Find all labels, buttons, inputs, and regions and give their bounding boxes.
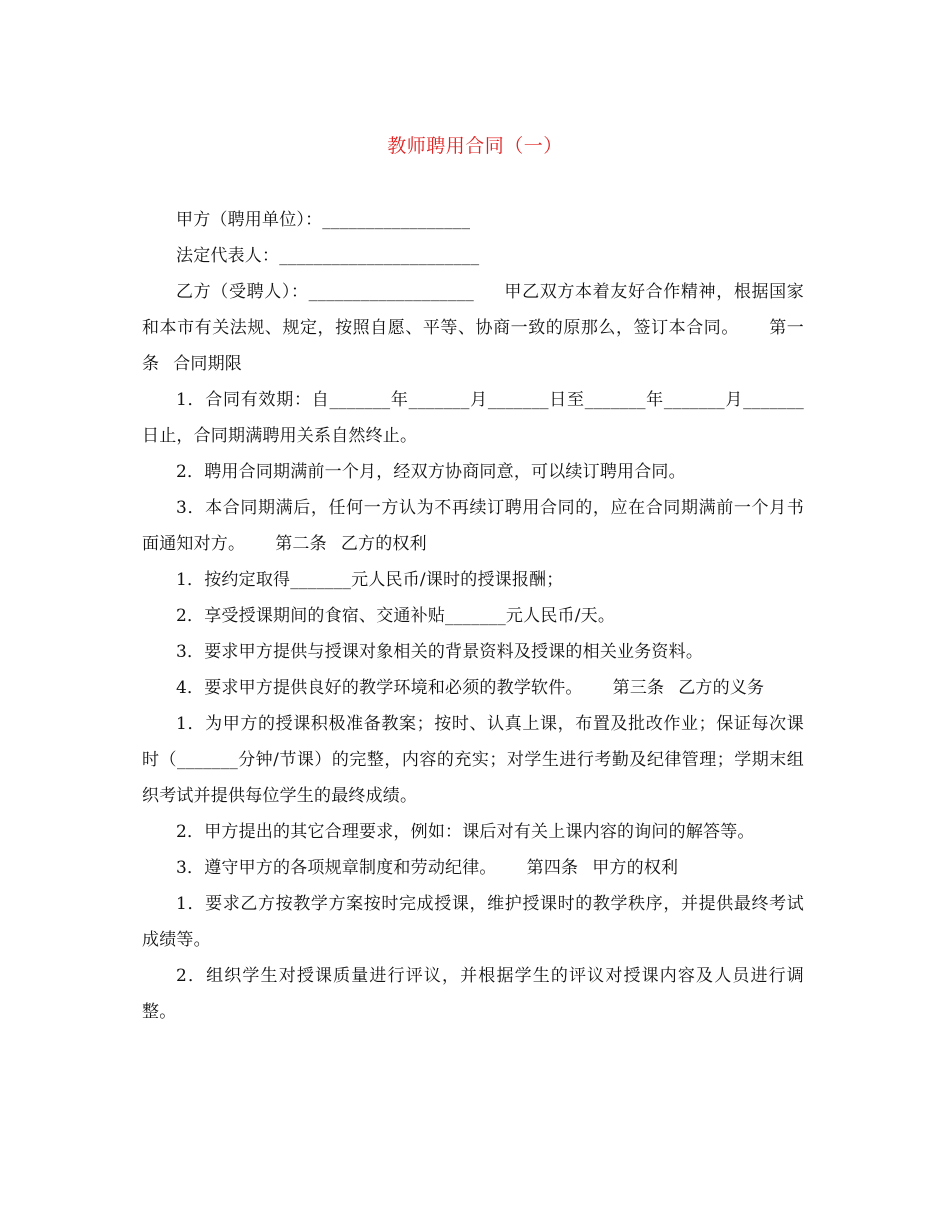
party-a-text: 甲方（聘用单位）：_________________ — [176, 210, 471, 230]
document-title: 教师聘用合同（一） — [387, 135, 563, 157]
contract-body — [142, 202, 804, 1030]
party-a-line — [142, 202, 804, 238]
article1-name: 合同期限 — [173, 354, 243, 374]
a1-item3-text: 3．本合同期满后，任何一方认为不再续订聘用合同的，应在合同期满前一个月书面通知对方。 — [142, 498, 804, 554]
legal-rep-line — [142, 238, 804, 274]
a2-item3: 3．要求甲方提供与授课对象相关的背景资料及授课的相关业务资料。 — [176, 642, 704, 662]
a4-item1: 1．要求乙方按教学方案按时完成授课，维护授课时的教学秩序，并提供最终考试成绩等。 — [142, 894, 804, 950]
a1-item1: 1．合同有效期：自_______年_______月_______日至_______年_______月_______日止，合同期满聘用关系自然终止。 — [142, 390, 804, 446]
a2-item4-paragraph — [142, 670, 804, 706]
a3-item2: 2．甲方提出的其它合理要求，例如：课后对有关上课内容的询问的解答等。 — [176, 822, 755, 842]
a2-item4-text: 4．要求甲方提供良好的教学环境和必须的教学软件。 — [176, 678, 583, 698]
a4-item2: 2．组织学生对授课质量进行评议，并根据学生的评议对授课内容及人员进行调整。 — [142, 966, 804, 1022]
party-b-text: 乙方（受聘人）：___________________ — [176, 282, 474, 302]
preamble-text: 甲乙双方本着友好合作精神，根据国家和本市有关法规、规定，按照自愿、平等、协商一致的原那么，签订本合同。 — [142, 282, 804, 338]
article4-title: 第四条 — [526, 858, 579, 878]
article2-title: 第二条 — [275, 534, 327, 554]
article2-name: 乙方的权利 — [340, 534, 427, 554]
a1-item3-paragraph — [142, 490, 804, 562]
a2-item2: 2．享受授课期间的食宿、交通补贴_______元人民币/天。 — [176, 606, 616, 626]
party-b-paragraph — [142, 274, 804, 382]
a2-item1: 1．按约定取得_______元人民币/课时的授课报酬； — [176, 570, 564, 590]
article1-title: 第一条 — [142, 318, 804, 374]
article3-name: 乙方的义务 — [678, 678, 765, 698]
article3-title: 第三条 — [612, 678, 665, 698]
a3-item1: 1．为甲方的授课积极准备教案；按时、认真上课，布置及批改作业；保证每次课时（_______分钟/节课）的完整，内容的充实；对学生进行考勤及纪律管理；学期末组织考试并提供每位学生的最终成绩。 — [142, 714, 804, 806]
legal-rep-text: 法定代表人：_______________________ — [176, 246, 480, 266]
a1-item2: 2．聘用合同期满前一个月，经双方协商同意，可以续订聘用合同。 — [176, 462, 686, 482]
a3-item3-text: 3．遵守甲方的各项规章制度和劳动纪律。 — [176, 858, 497, 878]
article4-name: 甲方的权利 — [592, 858, 679, 878]
a3-item3-paragraph — [142, 850, 804, 886]
